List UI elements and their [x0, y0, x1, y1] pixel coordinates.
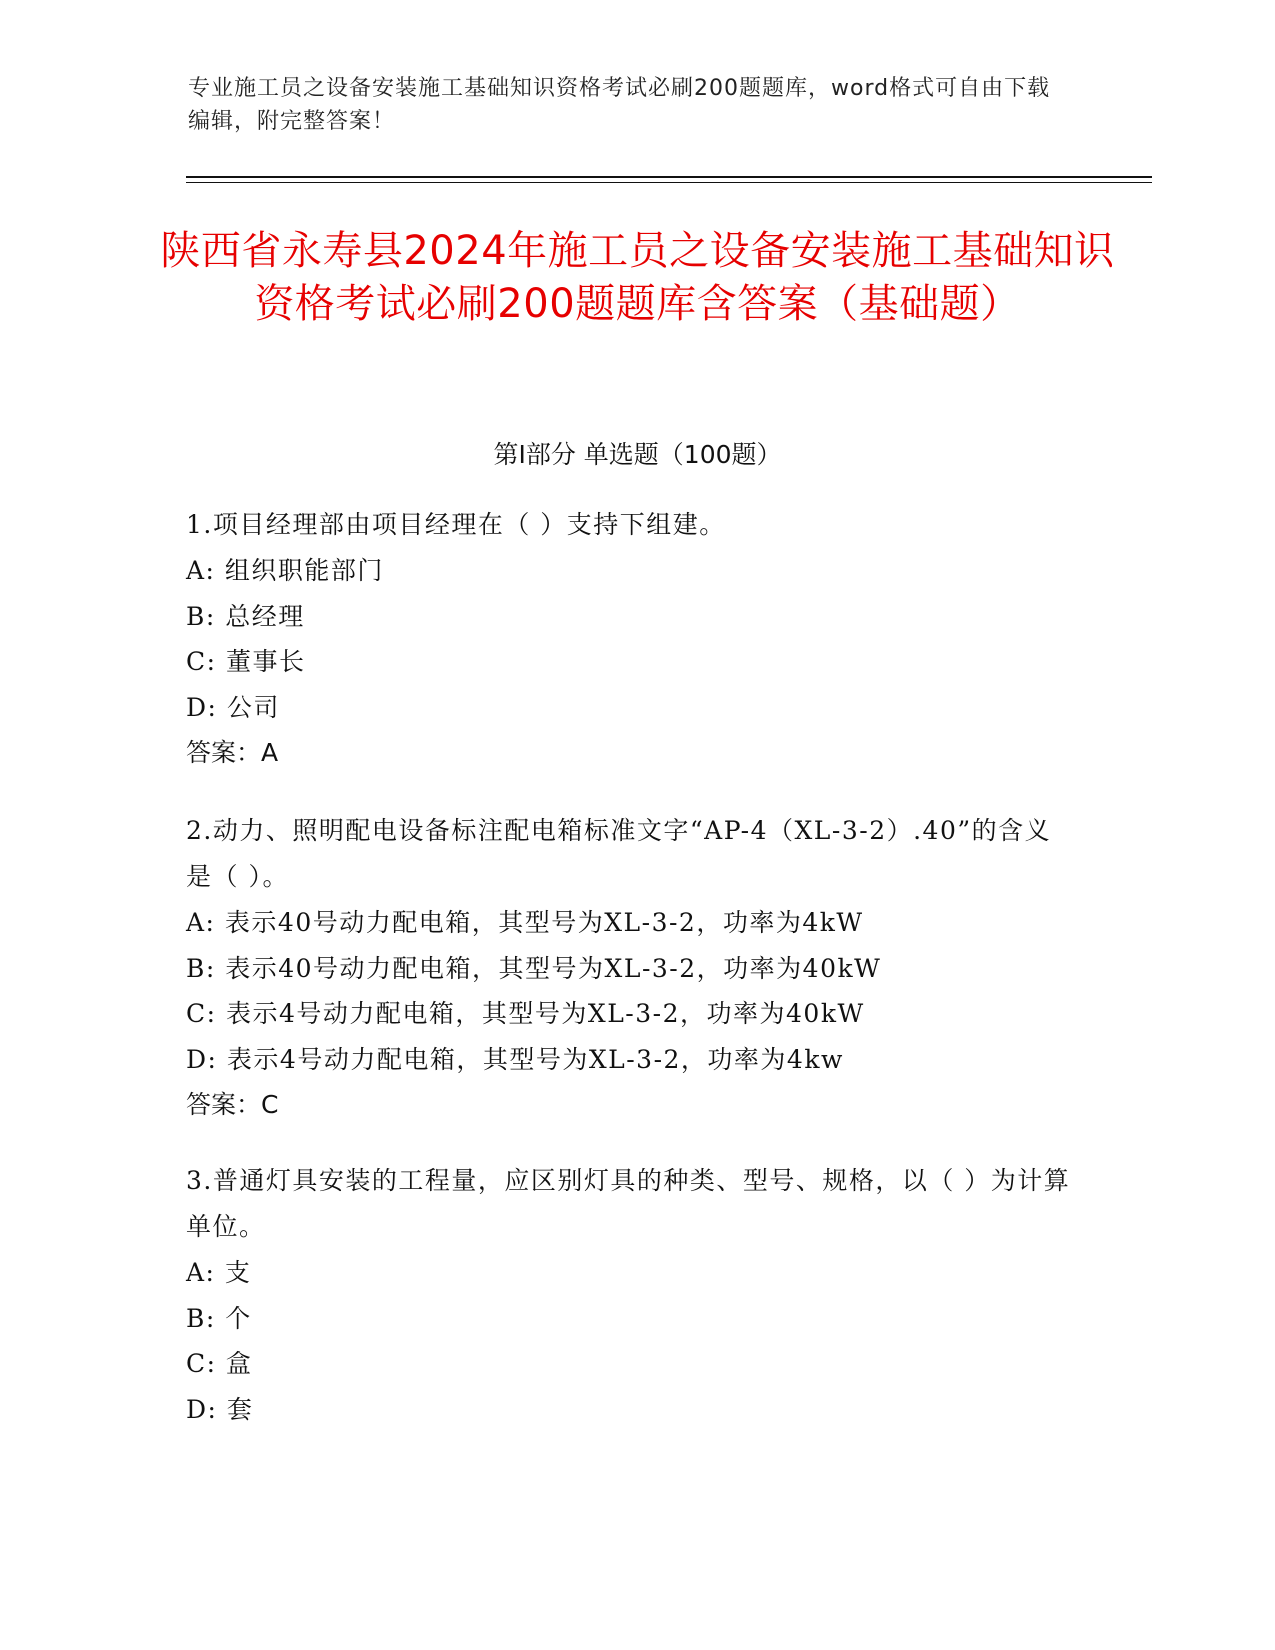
section-heading: 第I部分 单选题（100题） [493, 440, 782, 469]
option-a: A: 支 [186, 1258, 252, 1287]
option-d: D: 表示4号动力配电箱，其型号为XL-3-2，功率为4kw [186, 1044, 844, 1074]
question-3 [186, 1158, 1076, 1432]
answer: 答案：A [186, 738, 279, 767]
option-c: C: 董事长 [186, 647, 306, 676]
question-stem: 2.动力、照明配电设备标注配电箱标准文字“AP-4（XL-3-2）.40”的含义是（ ）。 [186, 816, 1052, 891]
option-d: D: 公司 [186, 692, 280, 722]
option-d: D: 套 [186, 1394, 254, 1424]
header-divider-thin [186, 182, 1152, 183]
question-1 [186, 502, 1076, 776]
answer: 答案：C [186, 1090, 279, 1119]
option-b: B: 表示40号动力配电箱，其型号为XL-3-2，功率为40kW [186, 953, 882, 983]
option-a: A: 组织职能部门 [186, 556, 384, 585]
option-b: B: 总经理 [186, 601, 305, 631]
option-a: A: 表示40号动力配电箱，其型号为XL-3-2，功率为4kW [186, 908, 864, 937]
document-title: 陕西省永寿县2024年施工员之设备安装施工基础知识资格考试必刷200题题库含答案（基础题） [160, 228, 1115, 327]
question-2 [186, 808, 1076, 1128]
header-note: 专业施工员之设备安装施工基础知识资格考试必刷200题题库，word格式可自由下载编辑，附完整答案！ [188, 76, 1051, 134]
header-divider [186, 176, 1152, 178]
option-b: B: 个 [186, 1303, 252, 1333]
question-stem: 1.项目经理部由项目经理在（ ）支持下组建。 [186, 510, 726, 539]
question-stem: 3.普通灯具安装的工程量，应区别灯具的种类、型号、规格，以（ ）为计算单位。 [186, 1166, 1071, 1241]
option-c: C: 盒 [186, 1349, 253, 1378]
option-c: C: 表示4号动力配电箱，其型号为XL-3-2，功率为40kW [186, 999, 865, 1028]
